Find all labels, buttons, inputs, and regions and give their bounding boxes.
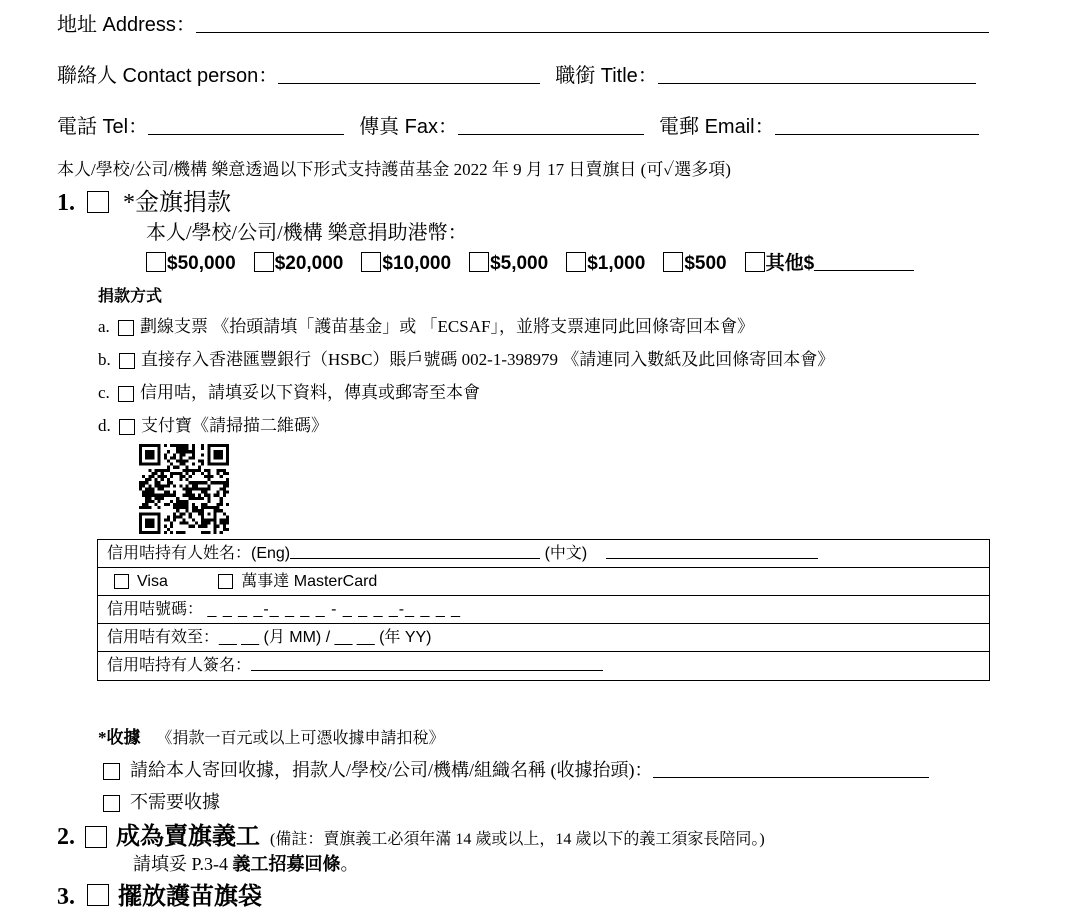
- section1-checkbox[interactable]: [87, 191, 109, 213]
- visa-label: Visa: [137, 573, 168, 590]
- option-b-text: 直接存入香港匯豐銀行（HSBC）賬戶號碼 002-1-398979 《請連同入數紙及此回條寄回本會》: [141, 350, 835, 369]
- title-field[interactable]: [658, 82, 976, 84]
- amount-checkbox[interactable]: [361, 252, 381, 272]
- section2-note: (備註：賣旗義工必須年滿 14 歲或以上，14 歲以下的義工須家長陪同。): [270, 831, 765, 848]
- section1-title: *金旗捐款: [123, 190, 231, 216]
- visa-checkbox[interactable]: [114, 574, 129, 589]
- payment-option-b: [98, 345, 834, 370]
- amount-checkbox[interactable]: [469, 252, 489, 272]
- payment-option-a: [98, 312, 754, 337]
- option-a-text: 劃線支票 《抬頭請填「護苗基金」或 「ECSAF」，並將支票連同此回條寄回本會》: [140, 317, 754, 336]
- intro-text: 本人/學校/公司/機構 樂意透過以下形式支持護苗基金 2022 年 9 月 17 日賣旗日 (可✓選多項): [57, 160, 731, 179]
- amount-5000[interactable]: $5,000: [469, 253, 548, 275]
- contact-person-label: 聯絡人 Contact person：: [57, 65, 279, 87]
- section2-heading: [57, 816, 765, 851]
- receipt-note: 《捐款一百元或以上可憑收據申請扣稅》: [156, 730, 445, 747]
- amount-checkbox[interactable]: [663, 252, 683, 272]
- contact-row: [57, 59, 976, 88]
- volunteer-form-link[interactable]: 義工招募回條: [232, 854, 341, 874]
- card-expiry-row: [98, 624, 989, 652]
- section2-number: 2.: [57, 824, 75, 850]
- email-label: 電郵 Email：: [659, 116, 775, 138]
- card-number-row: [98, 596, 989, 624]
- receipt-heading: [98, 723, 445, 748]
- section3-number: 3.: [57, 884, 75, 910]
- card-signature-row: [98, 652, 989, 680]
- tel-row: [57, 110, 979, 139]
- option-c-text: 信用咭，請填妥以下資料，傳真或郵寄至本會: [140, 383, 481, 402]
- credit-card-table: [97, 539, 990, 681]
- card-expiry-field[interactable]: 信用咭有效至：__ __ (月 MM) / __ __ (年 YY): [107, 629, 432, 646]
- receipt-label: *收據: [98, 728, 141, 747]
- section3-checkbox[interactable]: [87, 884, 109, 906]
- card-number-field[interactable]: _ _ _ _-_ _ _ _ - _ _ _ _-_ _ _ _: [207, 601, 462, 618]
- amount-10000[interactable]: $10,000: [361, 253, 451, 275]
- card-signature-label: 信用咭持有人簽名：: [107, 657, 252, 674]
- amount-checkbox[interactable]: [146, 252, 166, 272]
- section2-instruction-suffix: 。: [340, 854, 359, 874]
- card-holder-name-label: 信用咭持有人姓名：(Eng): [107, 545, 291, 562]
- amount-options: [146, 248, 914, 275]
- mastercard-label: 萬事達 MasterCard: [241, 573, 378, 590]
- option-c-letter: c.: [98, 383, 110, 402]
- card-type-row: [98, 568, 989, 596]
- tel-field[interactable]: [148, 133, 344, 135]
- option-c-checkbox[interactable]: [118, 386, 134, 402]
- card-signature-field[interactable]: [251, 669, 603, 671]
- amount-20000[interactable]: $20,000: [254, 253, 344, 275]
- card-holder-name-cn-field[interactable]: [606, 557, 818, 559]
- fax-label: 傳真 Fax：: [359, 116, 459, 138]
- option-a-checkbox[interactable]: [118, 320, 134, 336]
- receipt-send-checkbox[interactable]: [103, 763, 120, 780]
- receipt-none-checkbox[interactable]: [103, 795, 120, 812]
- receipt-option-send: [103, 756, 929, 782]
- title-label: 職銜 Title：: [555, 65, 658, 87]
- option-d-letter: d.: [98, 416, 111, 435]
- option-d-checkbox[interactable]: [119, 419, 135, 435]
- section2-checkbox[interactable]: [85, 826, 107, 848]
- section2-title: 成為賣旗義工: [116, 824, 260, 850]
- receipt-title-field[interactable]: [653, 776, 929, 778]
- fax-field[interactable]: [458, 133, 644, 135]
- option-b-checkbox[interactable]: [119, 353, 135, 369]
- section3-heading: [57, 876, 262, 911]
- contact-person-field[interactable]: [278, 82, 540, 84]
- address-field[interactable]: [196, 31, 989, 33]
- address-row: [57, 8, 989, 37]
- amount-500[interactable]: $500: [663, 253, 726, 275]
- card-holder-name-row: [98, 540, 989, 568]
- amount-checkbox[interactable]: [254, 252, 274, 272]
- mastercard-checkbox[interactable]: [218, 574, 233, 589]
- card-holder-name-cn-label: (中文): [544, 545, 588, 562]
- section1-number: 1.: [57, 190, 75, 216]
- section2-instruction: [133, 850, 359, 876]
- payment-heading: 捐款方式: [98, 288, 163, 305]
- other-amount-field[interactable]: [814, 269, 914, 271]
- amount-checkbox[interactable]: [745, 252, 765, 272]
- qr-code-image: [139, 444, 229, 534]
- amount-50000[interactable]: $50,000: [146, 253, 236, 275]
- payment-option-c: [98, 378, 480, 403]
- section2-instruction-prefix: 請填妥 P.3-4: [133, 854, 233, 874]
- card-holder-name-eng-field[interactable]: [290, 557, 540, 559]
- card-number-label: 信用咭號碼：: [107, 601, 204, 618]
- address-label: 地址 Address：: [57, 14, 196, 36]
- tel-label: 電話 Tel：: [57, 116, 149, 138]
- payment-option-d: [98, 411, 328, 436]
- option-b-letter: b.: [98, 350, 111, 369]
- section1-subtitle: 本人/學校/公司/機構 樂意捐助港幣：: [146, 222, 468, 244]
- receipt-option-none: [103, 788, 220, 814]
- amount-other[interactable]: 其他$: [745, 248, 915, 275]
- section3-title: 擺放護苗旗袋: [118, 884, 262, 910]
- receipt-send-label: 請給本人寄回收據，捐款人/學校/公司/機構/組織名稱 (收據抬頭)：: [130, 760, 653, 780]
- amount-checkbox[interactable]: [566, 252, 586, 272]
- option-d-text: 支付寶《請掃描二維碼》: [141, 416, 328, 435]
- receipt-none-label: 不需要收據: [130, 792, 220, 812]
- amount-1000[interactable]: $1,000: [566, 253, 645, 275]
- section1-heading: [57, 182, 231, 217]
- option-a-letter: a.: [98, 317, 110, 336]
- email-field[interactable]: [775, 133, 979, 135]
